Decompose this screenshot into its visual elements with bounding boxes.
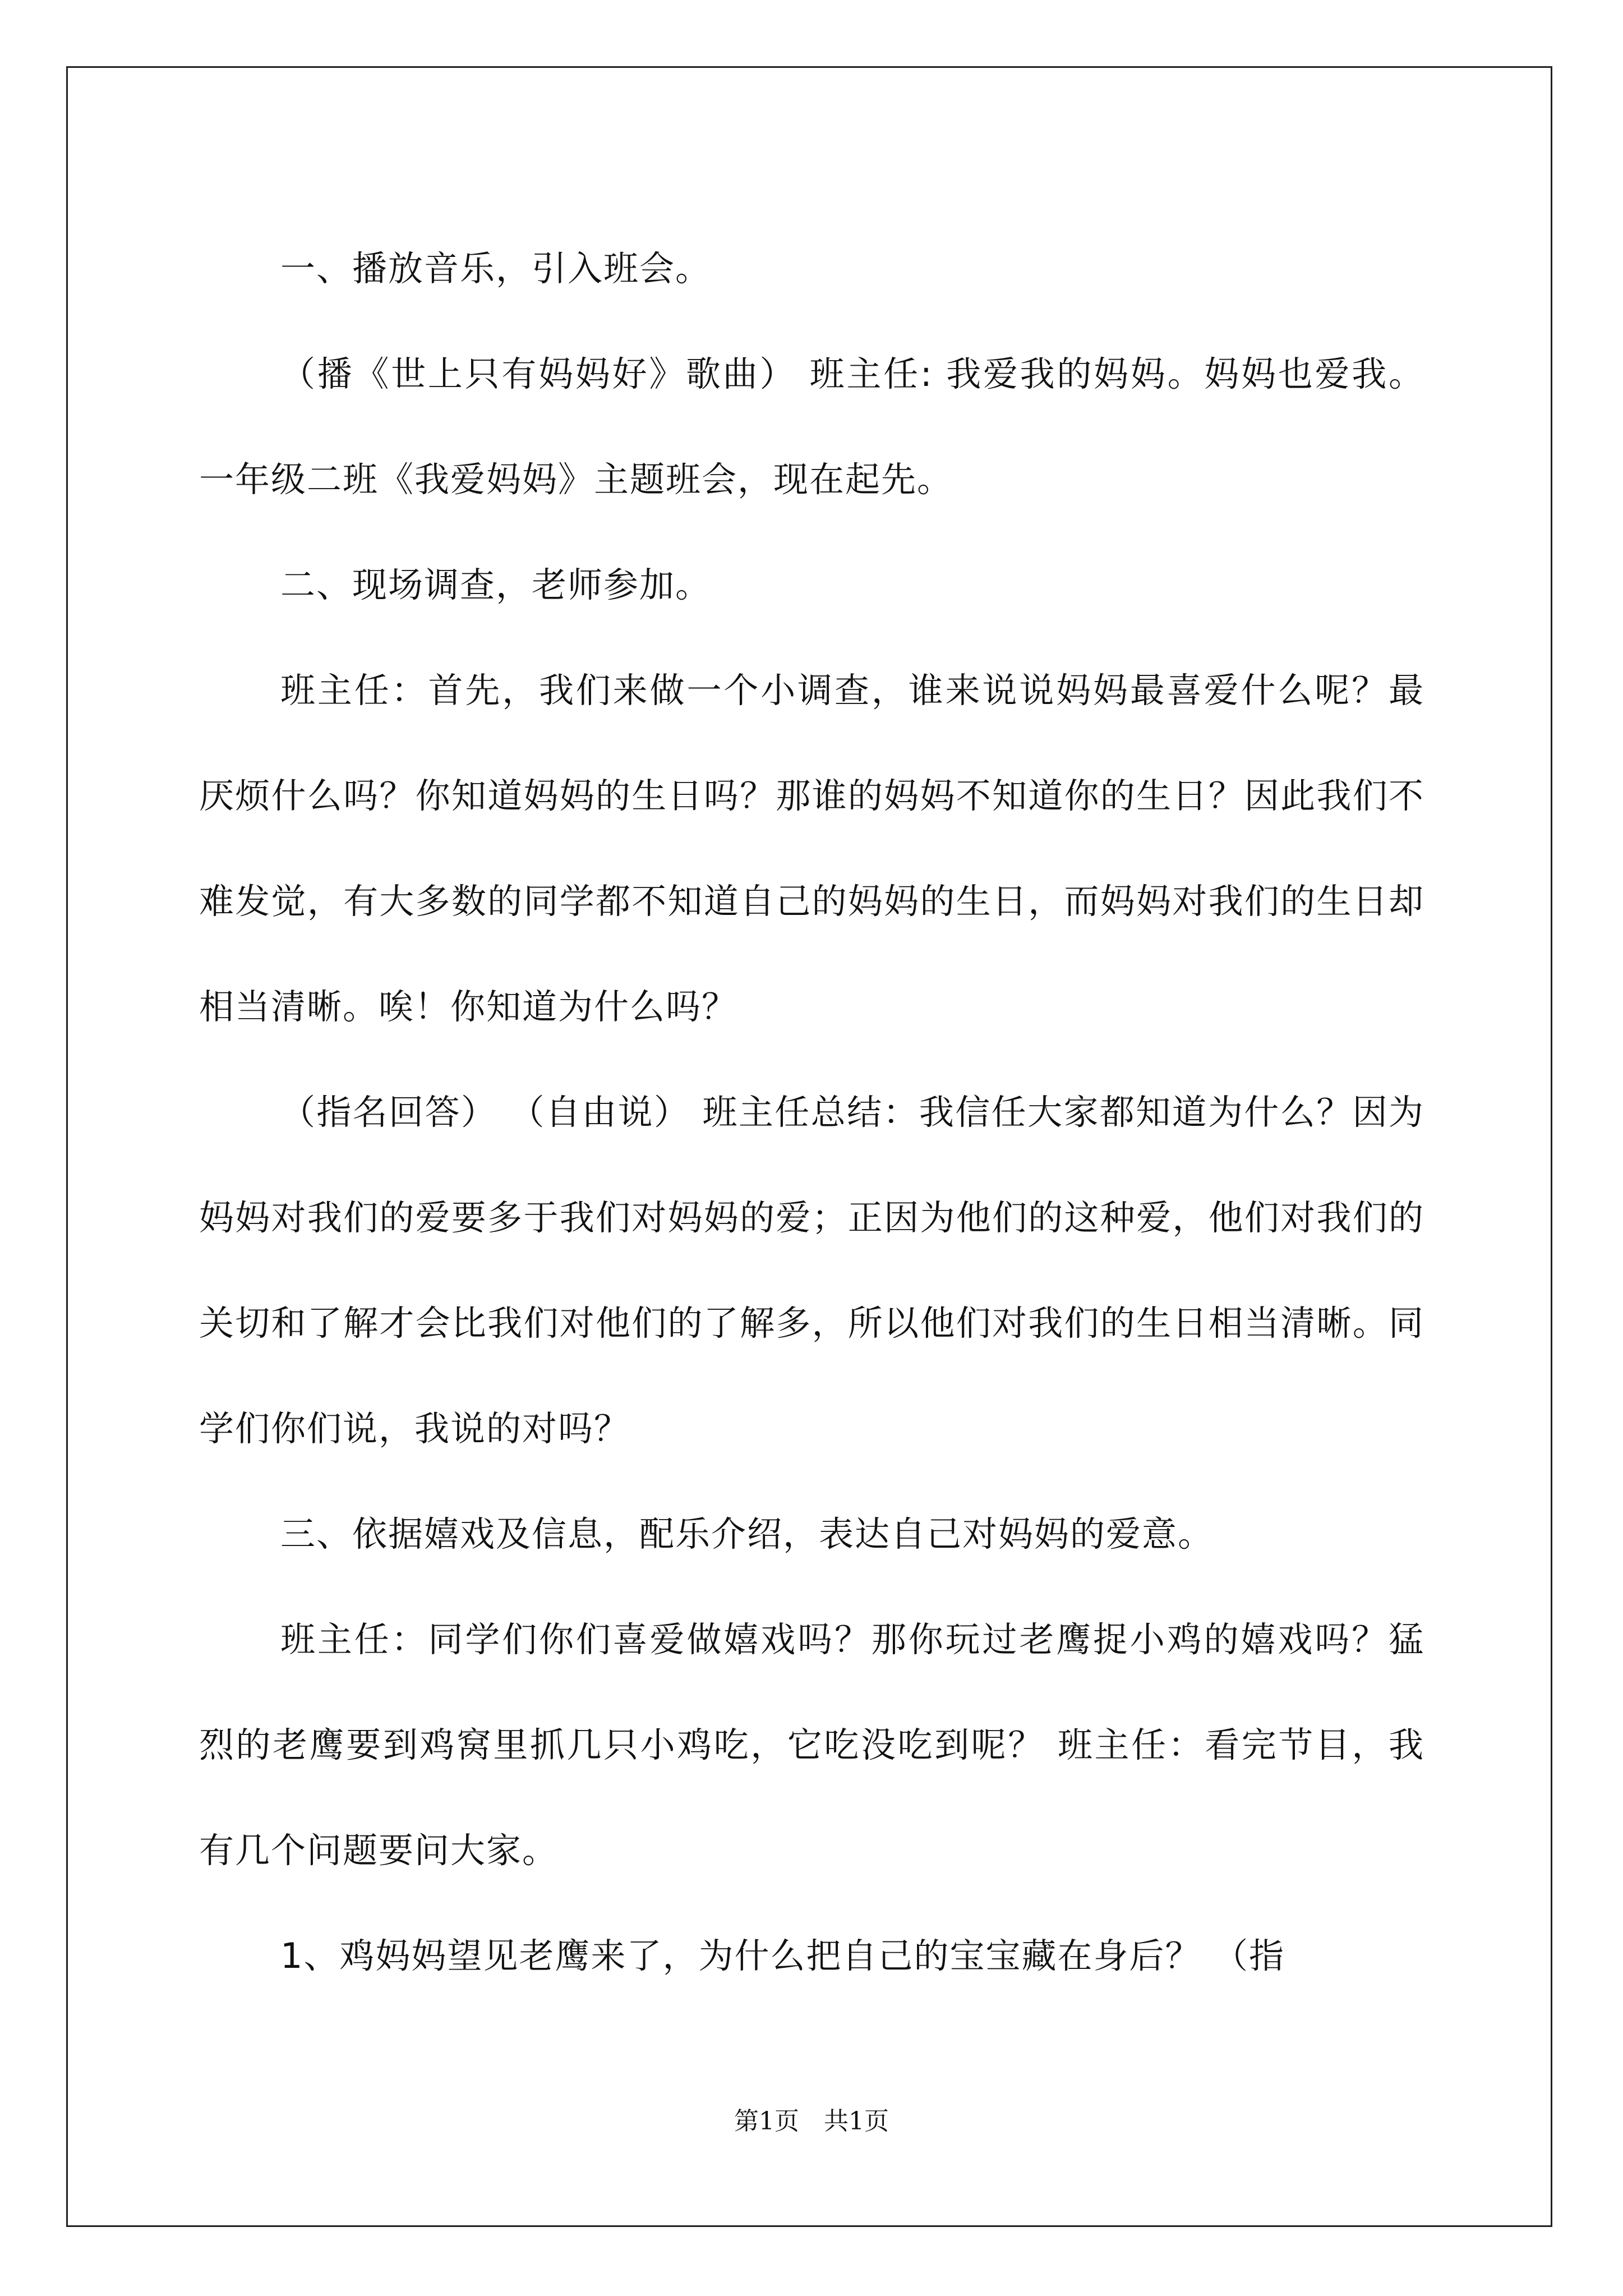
- paragraph-game: 班主任：同学们你们喜爱做嬉戏吗？那你玩过老鹰捉小鸡的嬉戏吗？猛烈的老鹰要到鸡窝里抓几只小鸡吃，它吃没吃到呢？ 班主任：看完节目，我有几个问题要问大家。: [199, 1619, 1424, 1871]
- document-body: [199, 216, 1424, 2009]
- paragraph-section-two: 二、现场调查，老师参加。: [280, 564, 712, 605]
- paragraph-section-three: 三、依据嬉戏及信息，配乐介绍，表达自己对妈妈的爱意。: [280, 1513, 1214, 1554]
- paragraph-section-one: 一、播放音乐，引入班会。: [280, 248, 712, 289]
- paragraph-summary: （指名回答） （自由说） 班主任总结：我信任大家都知道为什么？因为妈妈对我们的爱要多于我们对妈妈的爱；正因为他们的这种爱，他们对我们的关切和了解才会比我们对他们的了解多，所以他们对我们的生日相当清晰。同学们你们说，我说的对吗？: [199, 1092, 1424, 1449]
- paragraph-song-intro: （播《世上只有妈妈好》歌曲） 班主任: 我爱我的妈妈。妈妈也爱我。一年级二班《我爱妈妈》主题班会，现在起先。: [199, 353, 1424, 500]
- paragraph-survey: 班主任：首先，我们来做一个小调查，谁来说说妈妈最喜爱什么呢？最厌烦什么吗？你知道妈妈的生日吗？那谁的妈妈不知道你的生日？因此我们不难发觉，有大多数的同学都不知道自己的妈妈的生日，而妈妈对我们的生日却相当清晰。唉！你知道为什么吗？: [199, 670, 1424, 1027]
- page-number: 第1页 共1页: [734, 2107, 889, 2136]
- paragraph-question-one: 1、鸡妈妈望见老鹰来了，为什么把自己的宝宝藏在身后？ （指: [280, 1935, 1285, 1976]
